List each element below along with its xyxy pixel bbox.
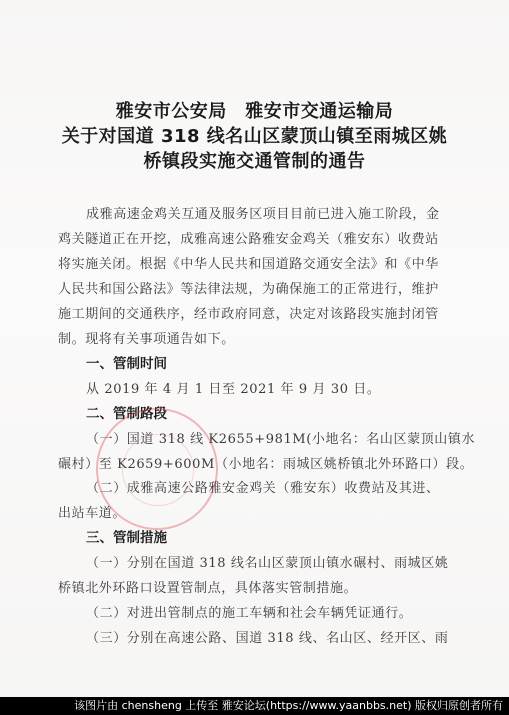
section-line: （二）成雅高速公路雅安金鸡关（雅安东）收费站及其进、 — [86, 481, 440, 496]
section-line: （二）对进出管制点的施工车辆和社会车辆凭证通行。 — [86, 606, 413, 621]
intro-line: 施工期间的交通秩序，经市政府同意，决定对该路段实施封闭管 — [58, 307, 439, 322]
section-heading-road: 二、管制路段 — [86, 406, 167, 422]
section-line: 碾村）至 K2659+600M（小地名：雨城区姚桥镇北外环路口）段。 — [58, 457, 474, 472]
section-line: （三）分别在高速公路、国道 318 线、名山区、经开区、雨 — [86, 631, 449, 646]
section-line: （一）国道 318 线 K2655+981M(小地名：名山区蒙顶山镇水 — [86, 432, 476, 447]
intro-line: 成雅高速金鸡关互通及服务区项目目前已进入施工阶段，金 — [86, 207, 440, 222]
watermark-footer: 该图片由 chensheng 上传至 雅安论坛(https://www.yaanbbs.net) 版权归原创者所有 — [0, 697, 509, 715]
title-line-3: 桥镇段实施交通管制的通告 — [143, 151, 366, 172]
section-line: 桥镇北外环路口设置管制点，具体落实管制措施。 — [58, 581, 358, 596]
official-seal-inner-ring — [122, 434, 194, 506]
section-line: 从 2019 年 4 月 1 日至 2021 年 9 月 30 日。 — [86, 382, 381, 397]
title-line-1: 雅安市公安局 雅安市交通运输局 — [115, 101, 394, 122]
section-heading-time: 一、管制时间 — [86, 356, 167, 372]
intro-line: 将实施关闭。根据《中华人民共和国道路交通安全法》和《中华 — [58, 257, 439, 272]
section-line: 出站车道。 — [58, 506, 127, 521]
intro-line: 制。现将有关事项通告如下。 — [58, 332, 235, 347]
section-line: （一）分别在国道 318 线名山区蒙顶山镇水碾村、雨城区姚 — [86, 556, 449, 571]
title-line-2: 关于对国道 318 线名山区蒙顶山镇至雨城区姚 — [61, 126, 448, 147]
section-heading-measures: 三、管制措施 — [86, 530, 167, 546]
intro-line: 鸡关隧道正在开挖，成雅高速公路雅安金鸡关（雅安东）收费站 — [58, 232, 439, 247]
intro-line: 人民共和国公路法》等法律法规，为确保施工的正常进行，维护 — [58, 282, 439, 297]
